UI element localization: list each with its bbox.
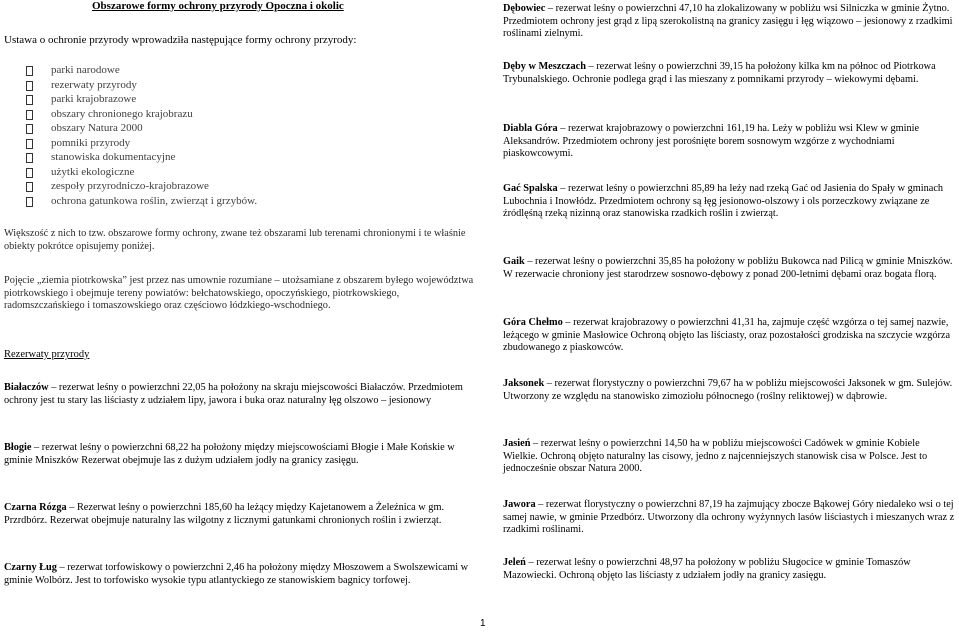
reserve-entry (503, 123, 955, 161)
bullet-box-icon (26, 139, 33, 149)
page-number: 1 (480, 618, 486, 629)
reserve-name: Dęby w Meszczach (503, 61, 586, 72)
reserve-entry (503, 438, 955, 476)
reserve-description: – rezerwat florystyczny o powierzchni 79,67 ha w pobliżu miejscowości Jaksonek w gm. Sulejów. Utworzony ze względu na stanowisko zimoziołu północnego (roślny reliktowej) w dąbrowie. (503, 378, 953, 402)
majority-paragraph: Większość z nich to tzw. obszarowe formy ochrony, zwane też obszarami lub terenami chronionymi i te właśnie obiekty pokrótce opisujemy poniżej. (4, 228, 466, 252)
concept-paragraph: Pojęcie „ziemia piotrkowska” jest przez nas umownie rozumiane – utożsamiane z obszarem byłego województwa piotrkowskiego i obejmuje tereny powiatów: bełchatowskiego, opoczyńskiego, piotrkowskiego, radomszczańskiego i tomaszowskiego oraz częściowo łódzkiego-wschodniego. (4, 275, 474, 312)
reserve-name: Dębowiec (503, 3, 546, 14)
reserve-entry (503, 378, 955, 403)
reserve-name: Białaczów (4, 382, 49, 393)
reserve-name: Gaik (503, 256, 525, 267)
section-heading: Rezerwaty przyrody (4, 349, 90, 360)
bullet-box-icon (26, 153, 33, 163)
reserve-entry (503, 499, 955, 537)
bullet-box-icon (26, 124, 33, 134)
reserve-description: – rezerwat leśny o powierzchni 68,22 ha położony między miejscowościami Błogie i Małe Końskie w gminie Mniszków Rezerwat obejmuje las z dużym udziałem jodły na granicy zasięgu. (4, 442, 455, 466)
reserve-entry (503, 3, 955, 41)
reserve-description: – rezerwat leśny o powierzchni 47,10 ha zlokalizowany w pobliżu wsi Silniczka w gminie Żytno. Przedmiotem ochrony jest grąd z lipą szerokolistną na granicy zasięgu i łęg wiązowo – jesionowy z rzadkimi roślinami zielnymi. (503, 3, 953, 40)
reserve-description: – rezerwat leśny o powierzchni 48,97 ha położony w pobliżu Sługocice w gminie Tomaszów Mazowiecki. Ochroną objęto las liściasty z udziałem jodły na granicy zasięgu. (503, 557, 911, 581)
reserve-name: Czarny Ług (4, 562, 57, 573)
reserve-description: – rezerwat leśny o powierzchni 22,05 ha położony na skraju miejscowości Białaczów. Przedmiotem ochrony jest tu stary las liściasty z udziałem lipy, jawora i buka oraz naturalny łęg olszowo – jesionowy (4, 382, 463, 406)
reserve-description: – rezerwat krajobrazowy o powierzchni 161,19 ha. Leży w pobliżu wsi Klew w gminie Aleksandrów. Przedmiotem ochrony jest porośnięte borem sosnowym wzgórze z wychodniami piaskowcowymi. (503, 123, 920, 160)
reserve-entry (503, 61, 955, 86)
reserve-name: Gać Spalska (503, 183, 558, 194)
reserve-name: Błogie (4, 442, 32, 453)
bullet-box-icon (26, 182, 33, 192)
reserve-entry (4, 442, 476, 467)
bullet-box-icon (26, 110, 33, 120)
bullet-box-icon (26, 81, 33, 91)
reserve-entry (503, 557, 955, 582)
reserve-entry (4, 562, 476, 587)
reserve-name: Jeleń (503, 557, 526, 568)
bullet-box-icon (26, 66, 33, 76)
reserve-entry (4, 382, 476, 407)
reserve-description: – rezerwat leśny o powierzchni 39,15 ha położony kilka km na północ od Piotrkowa Trybunalskiego. Ochronie podlega grąd i las mieszany z pomnikami przyrody – wiekowymi dębami. (503, 61, 936, 85)
reserve-description: – rezerwat leśny o powierzchni 85,89 ha leży nad rzeką Gać od Jasienia do Spały w gminach Lubochnia i Inowłódz. Przedmiotem ochrony są łęg jesionowo-olszowy i ols porzeczkowy związane ze źródlęśną rzeką nizinną oraz stanowiska rzadkich roślin i zwierząt. (503, 183, 944, 220)
document-title: Obszarowe formy ochrony przyrody Opoczna i okolic (92, 0, 344, 12)
intro-text: Ustawa o ochronie przyrody wprowadziła następujące formy ochrony przyrody: (4, 34, 357, 46)
reserve-description: – rezerwat leśny o powierzchni 35,85 ha położony w pobliżu Bukowca nad Pilicą w gminie Mniszków. W rezerwacie chroniony jest starodrzew sosnowo-dębowy z ponad 200-letnimi dębami oraz bogata florą. (503, 256, 953, 280)
reserve-description: – rezerwat torfowiskowy o powierzchni 2,46 ha położony między Młoszowem a Swolszewicami w gminie Wolbórz. Jest to torfowisko wysokie typu atlantyckiego ze stanowiskiem bagnicy torfowej. (4, 562, 469, 586)
reserve-name: Diabla Góra (503, 123, 558, 134)
reserve-name: Czarna Rózga (4, 502, 67, 513)
reserve-name: Jasień (503, 438, 531, 449)
reserve-description: – Rezerwat leśny o powierzchni 185,60 ha leżący między Kajetanowem a Żeleźnica w gm. Przrdbórz. Rezerwat obejmuje naturalny las wilgotny z licznymi gatunkami chronionych roślin i zwierząt. (4, 502, 445, 526)
reserve-name: Góra Chełmo (503, 317, 563, 328)
reserve-entry (503, 317, 955, 355)
bullet-box-icon (26, 197, 33, 207)
reserve-entry (503, 256, 955, 281)
reserve-name: Jaksonek (503, 378, 545, 389)
reserve-name: Jawora (503, 499, 536, 510)
bullet-box-icon (26, 95, 33, 105)
reserve-entry (4, 502, 476, 527)
reserve-description: – rezerwat florystyczny o powierzchni 87,19 ha zajmujący zbocze Bąkowej Góry niedaleko wsi o tej samej nawie, w gminie Przedbórz. Utworzony dla ochrony wyżynnych lasów liściastych i mieszanych wraz z rzadkimi roślinami. (503, 499, 955, 536)
reserve-description: – rezerwat leśny o powierzchni 14,50 ha w pobliżu miejscowości Cadówek w gminie Kobiele Wielkie. Ochroną objęto naturalny las cisowy, jedno z najcenniejszych stanowisk cisa w Polsce. Jest to jednocześnie obszar Natura 2000. (503, 438, 928, 475)
bullet-box-icon (26, 168, 33, 178)
reserve-description: – rezerwat krajobrazowy o powierzchni 41,31 ha, zajmuje część wzgórza o tej samej nazwie, leżącego w gminie Masłowice Ochroną objęto las liściasty, oraz pozostałości grodziska na szczycie wzgórza zbudowanego z piaskowców. (503, 317, 951, 354)
reserve-entry (503, 183, 955, 221)
